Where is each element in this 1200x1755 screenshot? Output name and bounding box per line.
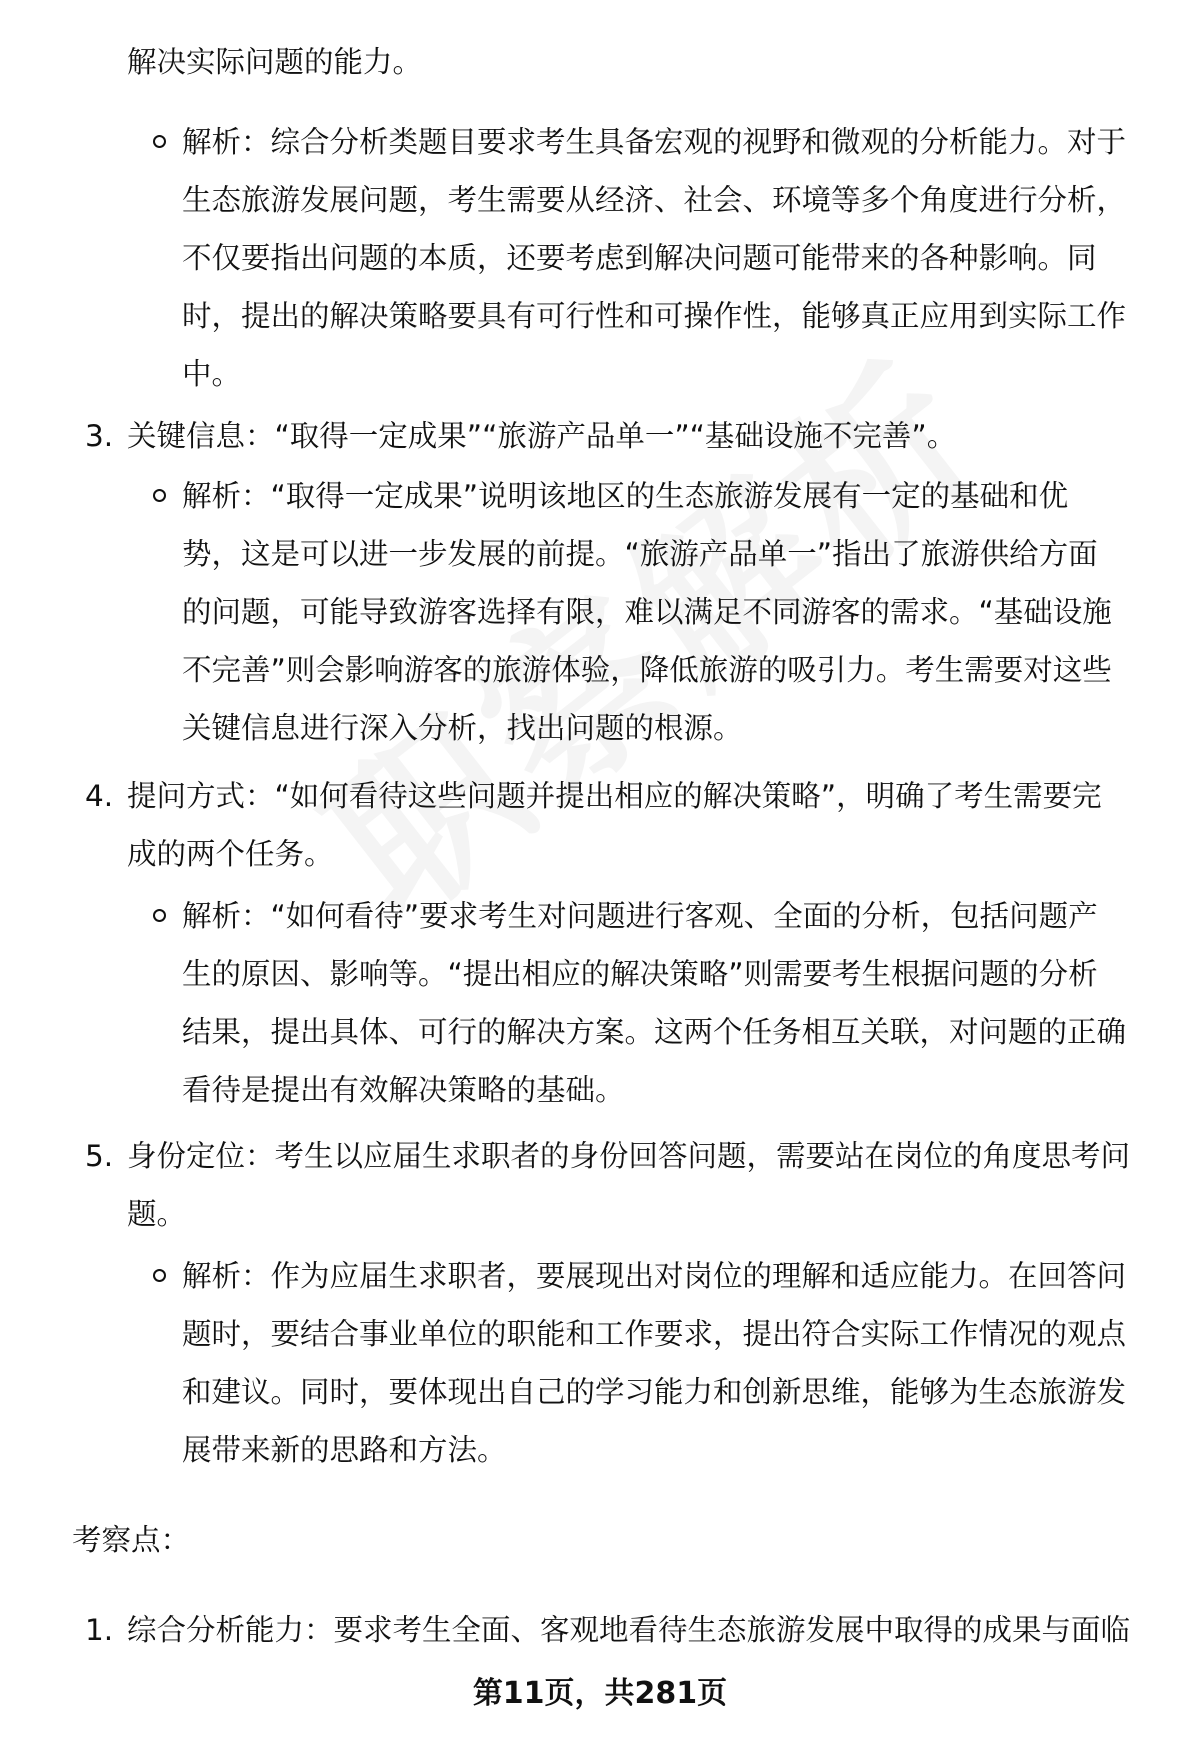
text-line: 不完善”则会影响游客的旅游体验，降低旅游的吸引力。考生需要对这些 — [182, 653, 1112, 687]
text-line: 生态旅游发展问题，考生需要从经济、社会、环境等多个角度进行分析， — [182, 183, 1127, 217]
text-line: 结果，提出具体、可行的解决方案。这两个任务相互关联，对问题的正确 — [182, 1015, 1127, 1049]
text-line: 关键信息进行深入分析，找出问题的根源。 — [182, 711, 743, 745]
text-line: 关键信息：“取得一定成果”“旅游产品单一”“基础设施不完善”。 — [127, 419, 957, 453]
section-heading: 考察点： — [72, 1523, 191, 1557]
text-line: 看待是提出有效解决策略的基础。 — [182, 1073, 625, 1107]
text-line: 不仅要指出问题的本质，还要考虑到解决问题可能带来的各种影响。同 — [182, 241, 1097, 275]
list-number: 4. — [85, 779, 114, 813]
text-line: 势，这是可以进一步发展的前提。“旅游产品单一”指出了旅游供给方面 — [182, 537, 1098, 571]
text-line: 解析：作为应届生求职者，要展现出对岗位的理解和适应能力。在回答问 — [182, 1259, 1127, 1293]
circle-bullet-icon — [153, 489, 166, 502]
text-line: 中。 — [182, 357, 242, 391]
text-line: 身份定位：考生以应届生求职者的身份回答问题，需要站在岗位的角度思考问 — [127, 1139, 1131, 1173]
list-number: 1. — [85, 1613, 114, 1647]
circle-bullet-icon — [153, 909, 166, 922]
text-line: 时，提出的解决策略要具有可行性和可操作性，能够真正应用到实际工作 — [182, 299, 1127, 333]
text-line: 解析：综合分析类题目要求考生具备宏观的视野和微观的分析能力。对于 — [182, 125, 1127, 159]
circle-bullet-icon — [153, 1269, 166, 1282]
text-line: 生的原因、影响等。“提出相应的解决策略”则需要考生根据问题的分析 — [182, 957, 1098, 991]
list-number: 5. — [85, 1139, 114, 1173]
list-number: 3. — [85, 419, 114, 453]
text-line: 成的两个任务。 — [127, 837, 334, 871]
text-line: 题。 — [127, 1197, 187, 1231]
text-line: 提问方式：“如何看待这些问题并提出相应的解决策略”，明确了考生需要完 — [127, 779, 1102, 813]
text-line: 解决实际问题的能力。 — [127, 45, 423, 79]
text-line: 的问题，可能导致游客选择有限，难以满足不同游客的需求。“基础设施 — [182, 595, 1112, 629]
circle-bullet-icon — [153, 135, 166, 148]
text-line: 和建议。同时，要体现出自己的学习能力和创新思维，能够为生态旅游发 — [182, 1375, 1127, 1409]
text-line: 综合分析能力：要求考生全面、客观地看待生态旅游发展中取得的成果与面临 — [127, 1613, 1131, 1647]
text-line: 解析：“如何看待”要求考生对问题进行客观、全面的分析，包括问题产 — [182, 899, 1098, 933]
text-line: 展带来新的思路和方法。 — [182, 1433, 507, 1467]
text-line: 解析：“取得一定成果”说明该地区的生态旅游发展有一定的基础和优 — [182, 479, 1069, 513]
page-footer: 第11页，共281页 — [472, 1676, 728, 1711]
text-line: 题时，要结合事业单位的职能和工作要求，提出符合实际工作情况的观点 — [182, 1317, 1127, 1351]
